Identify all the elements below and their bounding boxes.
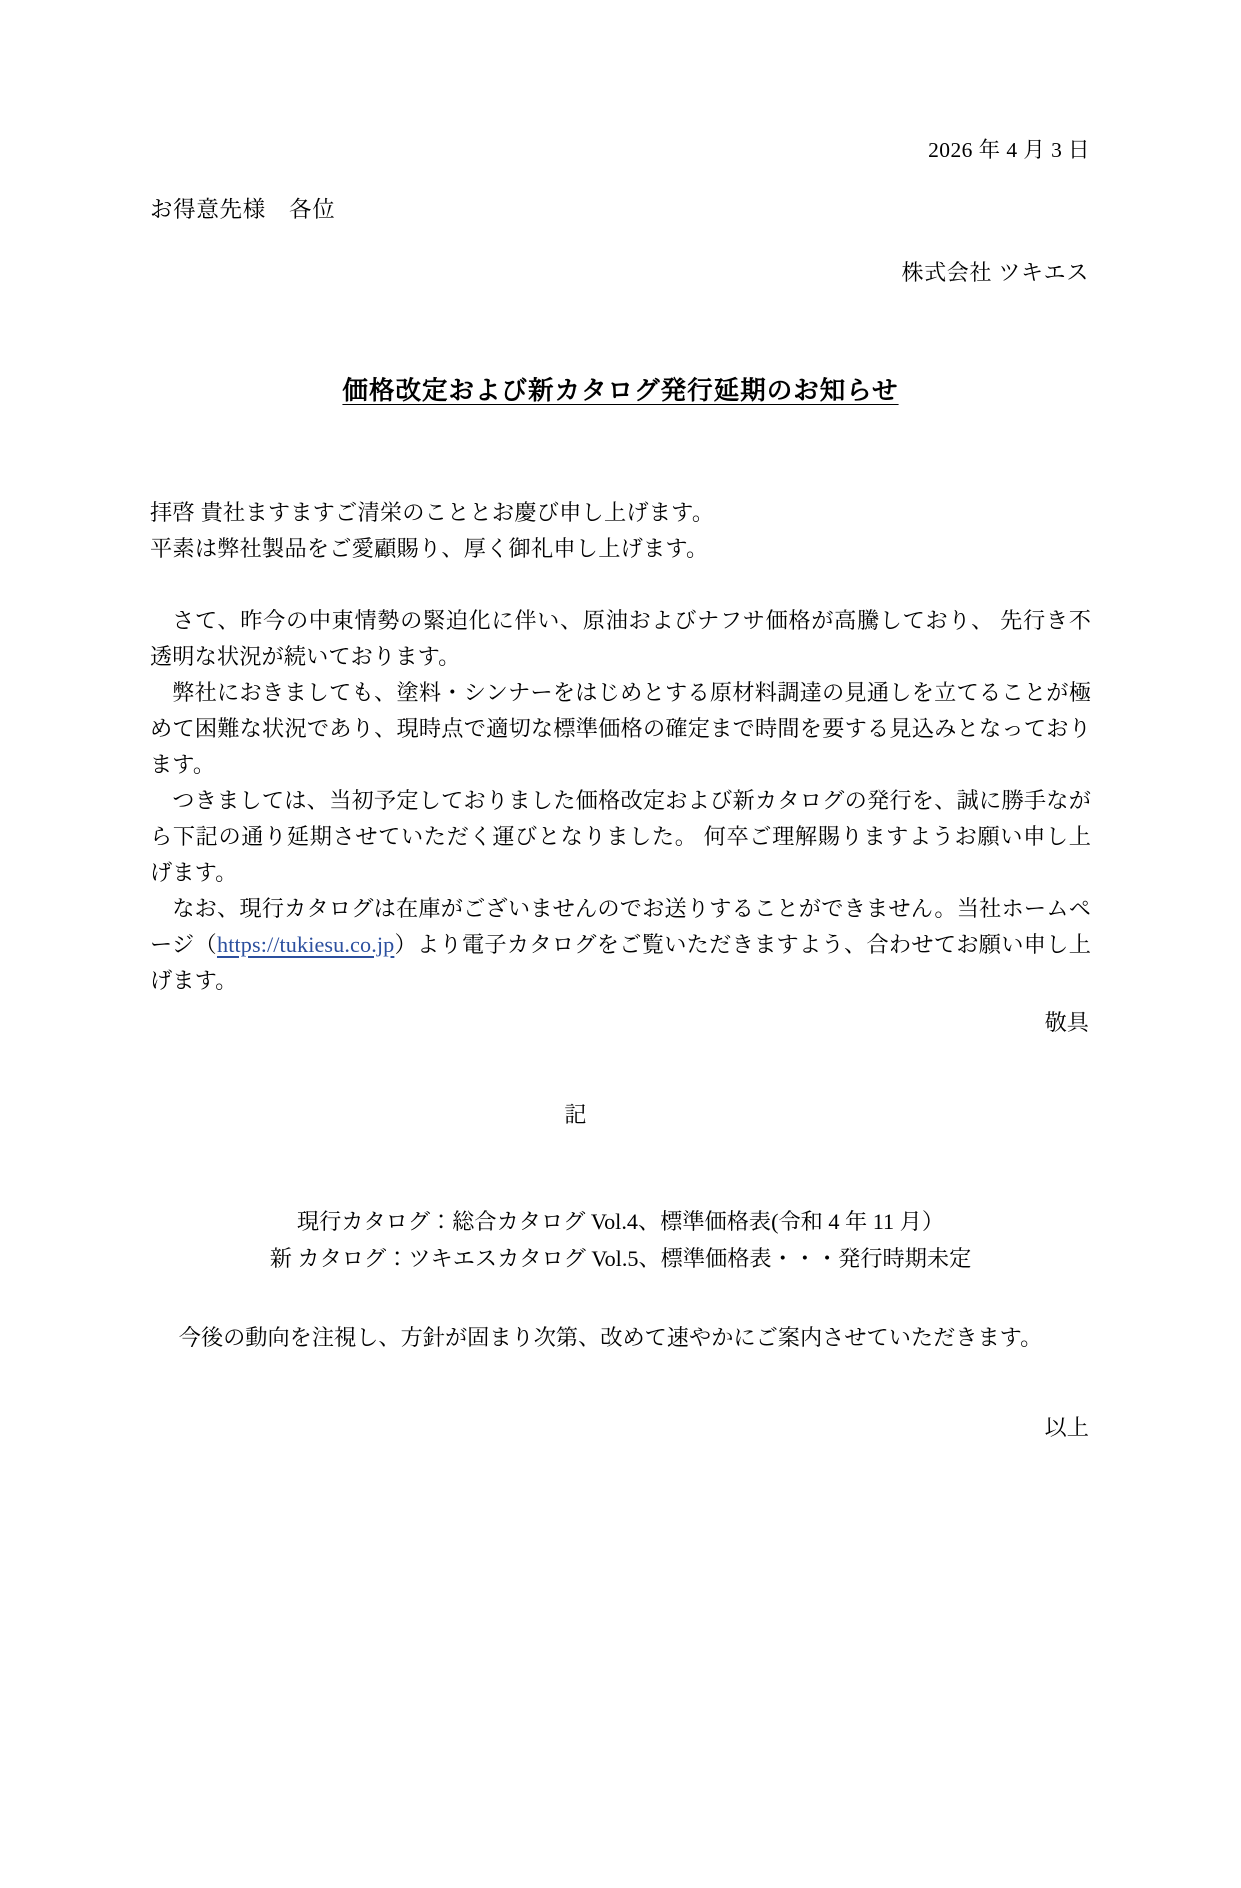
body-paragraph-4-before: なお、現行カタログは在庫がございませんのでお送りすることができません。当社ホームページ（	[150, 895, 1091, 957]
closing-salutation: 敬具	[1044, 1009, 1089, 1035]
sender-company: 株式会社 ツキエス	[901, 260, 1089, 285]
ki-mark: 記	[564, 1101, 587, 1127]
greeting-line-2: 平素は弊社製品をご愛顧賜り、厚く御礼申し上げます。	[150, 535, 709, 561]
catalog-current: 現行カタログ：総合カタログ Vol.4、標準価格表(令和 4 年 11 月）	[296, 1208, 945, 1234]
closing-note: 今後の動向を注視し、方針が固まり次第、改めて速やかにご案内させていただきます。	[178, 1325, 1043, 1351]
body-block	[150, 603, 1091, 999]
greeting-block	[150, 495, 1091, 567]
body-paragraph-4	[150, 891, 1091, 999]
greeting-line-1: 拝啓 貴社ますますご清栄のこととお慶び申し上げます。	[150, 500, 715, 525]
body-paragraph-4-after: ）より電子カタログをご覧いただきますよう、合わせてお願い申し上げます。	[150, 931, 1091, 993]
end-mark: 以上	[1044, 1415, 1089, 1441]
body-paragraph-1: さて、昨今の中東情勢の緊迫化に伴い、原油およびナフサ価格が高騰しており、 先行き不透明な状況が続いております。	[150, 607, 1091, 669]
document-page	[0, 133, 1241, 1888]
catalog-new: 新 カタログ：ツキエスカタログ Vol.5、標準価格表・・・発行時期未定	[269, 1246, 972, 1272]
body-paragraph-3: つきましては、当初予定しておりました価格改定および新カタログの発行を、誠に勝手ながら下記の通り延期させていただく運びとなりました。 何卒ご理解賜りますようお願い申し上げます。	[150, 787, 1091, 885]
body-paragraph-2: 弊社におきましても、塗料・シンナーをはじめとする原材料調達の見通しを立てることが極めて困難な状況であり、現時点で適切な標準価格の確定まで時間を要する見込みとなっております。	[150, 679, 1091, 777]
page-title	[150, 371, 1091, 407]
addressee-row	[150, 164, 1091, 224]
catalog-list	[150, 1203, 1091, 1278]
addressee: お得意先様 各位	[150, 197, 336, 222]
document-date: 2026 年 4 月 3 日	[928, 138, 1090, 162]
page-title-text: 価格改定および新カタログ発行延期のお知らせ	[342, 376, 899, 405]
homepage-link[interactable]: https://tukiesu.co.jp	[216, 931, 395, 957]
